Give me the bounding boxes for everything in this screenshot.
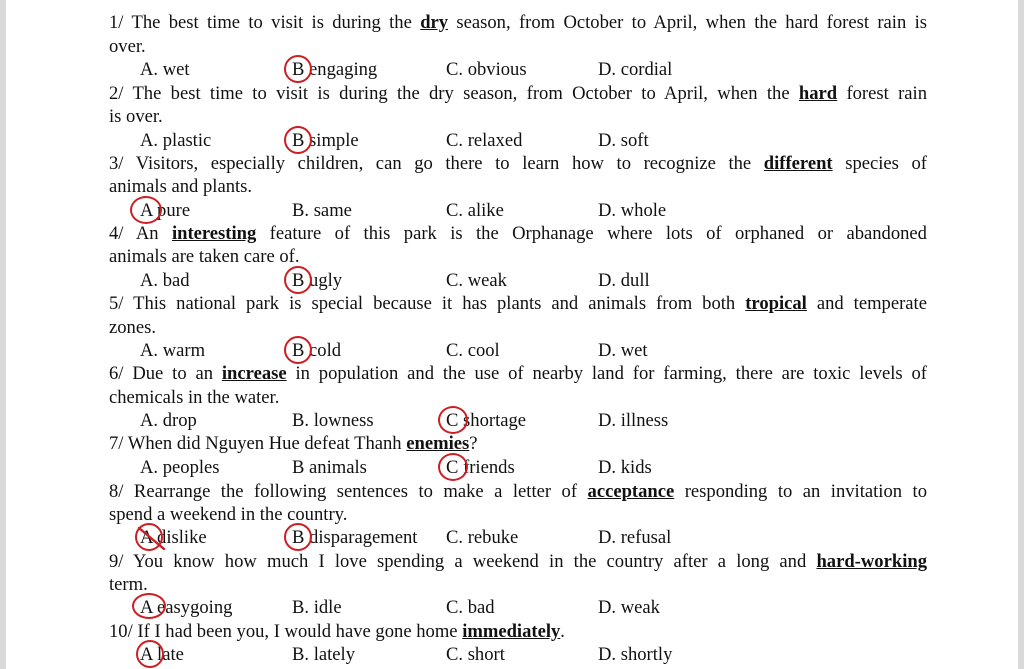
key-word: interesting	[171, 223, 257, 244]
option-a: A. warm	[140, 340, 206, 361]
option-a: A pure	[140, 200, 191, 221]
option-d: D. refusal	[598, 527, 672, 548]
option-c: C. weak	[446, 270, 507, 291]
question-6-line-1: 6/ Due to an increase in population and the use of nearby land for farming, there are toxic levels of	[109, 363, 927, 384]
key-word: acceptance	[587, 481, 675, 502]
question-2-line-1: 2/ The best time to visit is during the dry season, from October to April, when the hard forest rain	[109, 83, 927, 104]
option-a: A dislike	[140, 527, 207, 548]
option-c: C. short	[446, 644, 505, 665]
question-1-line-1: 1/ The best time to visit is during the dry season, from October to April, when the hard forest rain is	[109, 12, 927, 33]
question-4-line-2: animals are taken care of.	[109, 246, 300, 267]
question-4-line-1: 4/ An interesting feature of this park is the Orphanage where lots of orphaned or abandoned	[109, 223, 927, 244]
option-c: C. rebuke	[446, 527, 519, 548]
question-9-line-1: 9/ You know how much I love spending a weekend in the country after a long and hard-working	[109, 551, 927, 572]
option-a: A. peoples	[140, 457, 220, 478]
option-d: D. cordial	[598, 59, 673, 80]
question-7-line-1: 7/ When did Nguyen Hue defeat Thanh enemies?	[109, 433, 478, 454]
option-c: C. alike	[446, 200, 504, 221]
option-d: D. soft	[598, 130, 649, 151]
option-c: C. obvious	[446, 59, 527, 80]
key-word: hard-working	[816, 551, 927, 572]
option-c: C shortage	[446, 410, 527, 431]
question-1-line-2: over.	[109, 36, 146, 57]
option-d: D. dull	[598, 270, 650, 291]
question-3-line-1: 3/ Visitors, especially children, can go there to learn how to recognize the different species of	[109, 153, 927, 174]
key-word: hard	[798, 83, 838, 104]
option-b: B cold	[292, 340, 342, 361]
option-b: B. idle	[292, 597, 342, 618]
option-b: B engaging	[292, 59, 378, 80]
option-d: D. kids	[598, 457, 652, 478]
pen-marks	[6, 0, 1024, 669]
key-word: different	[763, 153, 833, 174]
option-c: C friends	[446, 457, 515, 478]
question-6-line-2: chemicals in the water.	[109, 387, 280, 408]
key-word: increase	[221, 363, 287, 384]
cross-out-stroke	[139, 528, 164, 549]
option-b: B disparagement	[292, 527, 418, 548]
option-a: A. drop	[140, 410, 197, 431]
option-b: B simple	[292, 130, 359, 151]
option-c: C. cool	[446, 340, 500, 361]
question-3-line-2: animals and plants.	[109, 176, 253, 197]
option-b: B animals	[292, 457, 367, 478]
option-d: D. wet	[598, 340, 648, 361]
key-word: immediately	[462, 621, 561, 642]
question-10-line-1: 10/ If I had been you, I would have gone home immediately.	[109, 621, 565, 642]
option-a: A easygoing	[140, 597, 233, 618]
question-2-line-2: is over.	[109, 106, 163, 127]
question-5-line-1: 5/ This national park is special because it has plants and animals from both tropical and temperate	[109, 293, 927, 314]
option-a: A. bad	[140, 270, 190, 291]
key-word: enemies	[406, 433, 470, 454]
option-d: D. shortly	[598, 644, 673, 665]
question-9-line-2: term.	[109, 574, 148, 595]
option-a: A. wet	[140, 59, 190, 80]
key-word: tropical	[745, 293, 807, 314]
option-b: B. lately	[292, 644, 355, 665]
option-b: B ugly	[292, 270, 343, 291]
question-5-line-2: zones.	[109, 317, 156, 338]
option-d: D. illness	[598, 410, 669, 431]
question-8-line-1: 8/ Rearrange the following sentences to make a letter of acceptance responding to an invitation to	[109, 481, 927, 502]
option-d: D. whole	[598, 200, 667, 221]
option-b: B. same	[292, 200, 352, 221]
option-c: C. relaxed	[446, 130, 523, 151]
option-a: A. plastic	[140, 130, 212, 151]
option-a: A late	[140, 644, 184, 665]
key-word: dry	[420, 12, 449, 33]
option-b: B. lowness	[292, 410, 374, 431]
option-c: C. bad	[446, 597, 495, 618]
question-8-line-2: spend a weekend in the country.	[109, 504, 348, 525]
option-d: D. weak	[598, 597, 660, 618]
